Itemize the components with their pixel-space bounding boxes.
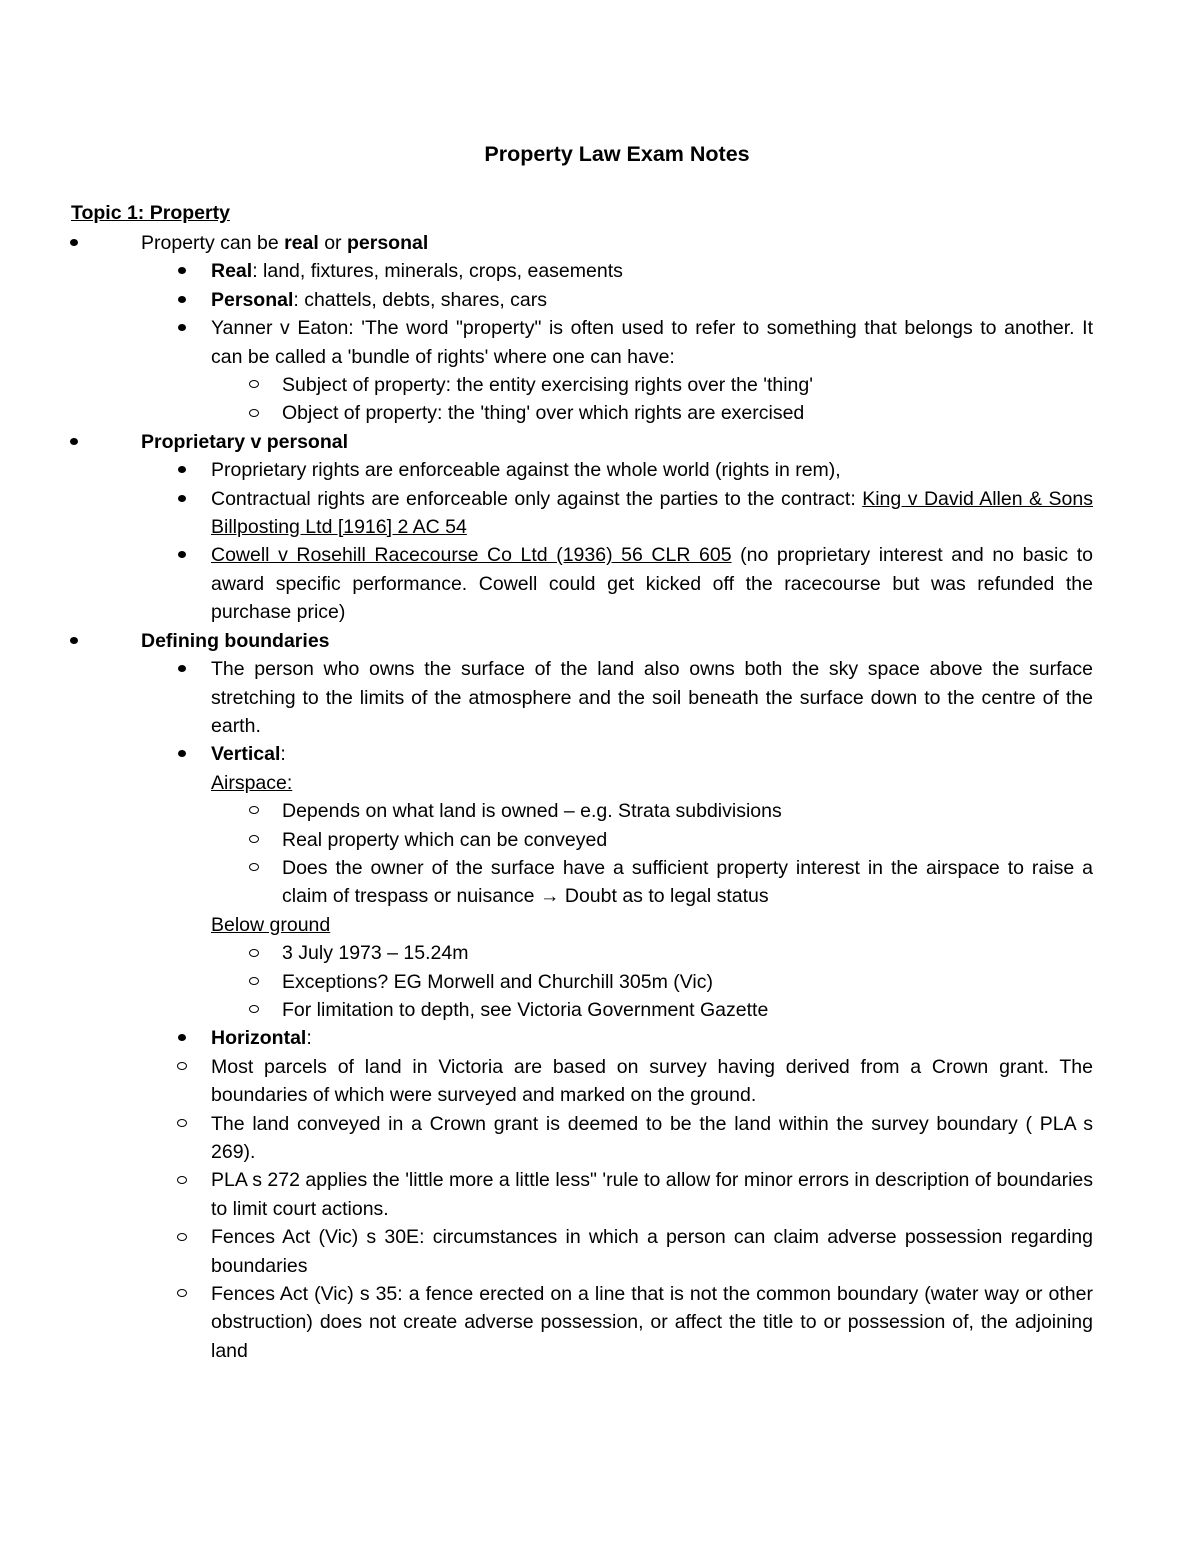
bullet-icon bbox=[172, 1024, 192, 1052]
item-text: Contractual rights are enforceable only against the parties to the contract: King v David Allen & Sons Billposting Ltd [1916] 2 AC 54 bbox=[211, 487, 1093, 539]
hollow-bullet-icon bbox=[244, 854, 264, 882]
item-text: Does the owner of the surface have a sufficient property interest in the airspace to raise a claim of trespass or nuisance → Doubt as to legal status bbox=[282, 856, 1093, 908]
list-item bbox=[0, 1223, 1200, 1280]
list-item bbox=[0, 1110, 1200, 1167]
list-item bbox=[0, 826, 1200, 854]
list-item bbox=[0, 797, 1200, 825]
bullet-icon bbox=[172, 541, 192, 569]
item-text: Yanner v Eaton: 'The word "property" is often used to refer to something that belongs to another. It can be called a 'bundle of rights' where one can have: bbox=[211, 317, 1093, 368]
hollow-bullet-icon bbox=[244, 371, 264, 399]
below-ground-subheading: Below ground bbox=[211, 913, 331, 936]
list-item bbox=[0, 428, 1200, 456]
item-text: Real property which can be conveyed bbox=[282, 828, 608, 851]
list-item bbox=[0, 371, 1200, 399]
list-item bbox=[0, 939, 1200, 967]
item-text: For limitation to depth, see Victoria Government Gazette bbox=[282, 998, 769, 1021]
item-text: Exceptions? EG Morwell and Churchill 305m (Vic) bbox=[282, 970, 713, 993]
list-item bbox=[0, 1280, 1200, 1365]
list-item bbox=[0, 399, 1200, 427]
airspace-subheading: Airspace: bbox=[211, 771, 293, 794]
list-item bbox=[0, 655, 1200, 740]
hollow-bullet-icon bbox=[172, 1166, 192, 1194]
hollow-bullet-icon bbox=[244, 826, 264, 854]
list-item bbox=[0, 854, 1200, 911]
item-text: Real: land, fixtures, minerals, crops, easements bbox=[211, 260, 623, 283]
subheading bbox=[0, 769, 1200, 797]
list-item bbox=[0, 257, 1200, 285]
bullet-icon bbox=[172, 257, 192, 285]
item-text: Most parcels of land in Victoria are based on survey having derived from a Crown grant. The boundaries of which were surveyed and marked on the ground. bbox=[211, 1055, 1093, 1107]
item-text: Proprietary v personal bbox=[141, 430, 348, 453]
item-text: Object of property: the 'thing' over which rights are exercised bbox=[282, 402, 805, 425]
list-item bbox=[0, 485, 1200, 542]
hollow-bullet-icon bbox=[244, 797, 264, 825]
bullet-icon bbox=[172, 485, 192, 513]
bullet-icon bbox=[64, 627, 84, 655]
hollow-bullet-icon bbox=[172, 1280, 192, 1308]
hollow-bullet-icon bbox=[244, 968, 264, 996]
item-text: Personal: chattels, debts, shares, cars bbox=[211, 288, 547, 311]
item-text: Proprietary rights are enforceable against the whole world (rights in rem), bbox=[211, 459, 841, 482]
page-title: Property Law Exam Notes bbox=[484, 142, 750, 166]
bullet-icon bbox=[64, 428, 84, 456]
list-item bbox=[0, 1053, 1200, 1110]
subheading bbox=[0, 911, 1200, 939]
item-text: The land conveyed in a Crown grant is deemed to be the land within the survey boundary ( PLA s 269). bbox=[211, 1112, 1093, 1163]
bullet-icon bbox=[172, 314, 192, 342]
item-text: 3 July 1973 – 15.24m bbox=[282, 942, 469, 965]
bullet-icon bbox=[172, 286, 192, 314]
item-text: Horizontal: bbox=[211, 1027, 312, 1050]
hollow-bullet-icon bbox=[172, 1053, 192, 1081]
item-text: Subject of property: the entity exercising rights over the 'thing' bbox=[282, 374, 813, 397]
notes-list bbox=[0, 229, 1200, 1365]
hollow-bullet-icon bbox=[244, 939, 264, 967]
list-item bbox=[0, 968, 1200, 996]
item-text: Vertical: bbox=[211, 743, 286, 766]
item-text: PLA s 272 applies the 'little more a little less" 'rule to allow for minor errors in description of boundaries to limit court actions. bbox=[211, 1169, 1093, 1220]
list-item bbox=[0, 314, 1200, 371]
list-item bbox=[0, 229, 1200, 257]
list-item bbox=[0, 1024, 1200, 1052]
list-item bbox=[0, 996, 1200, 1024]
item-text: Depends on what land is owned – e.g. Strata subdivisions bbox=[282, 800, 782, 823]
hollow-bullet-icon bbox=[172, 1110, 192, 1138]
item-text: Fences Act (Vic) s 35: a fence erected on a line that is not the common boundary (water way or other obstruction) does not create adverse possession, or affect the title to or possession of, the adjoining land bbox=[211, 1283, 1093, 1362]
list-item bbox=[0, 1166, 1200, 1223]
list-item bbox=[0, 740, 1200, 768]
item-text: Cowell v Rosehill Racecourse Co Ltd (1936) 56 CLR 605 (no proprietary interest and no basic to award specific performance. Cowell could get kicked off the racecourse but was refunded the purchase price) bbox=[211, 544, 1093, 624]
hollow-bullet-icon bbox=[244, 996, 264, 1024]
bullet-icon bbox=[172, 740, 192, 768]
list-item bbox=[0, 286, 1200, 314]
bullet-icon bbox=[64, 229, 84, 257]
item-text: Defining boundaries bbox=[141, 629, 330, 652]
hollow-bullet-icon bbox=[244, 399, 264, 427]
case-citation-link[interactable]: Cowell v Rosehill Racecourse Co Ltd (1936) 56 CLR 605 bbox=[211, 544, 732, 567]
list-item bbox=[0, 456, 1200, 484]
hollow-bullet-icon bbox=[172, 1223, 192, 1251]
item-text: Fences Act (Vic) s 30E: circumstances in which a person can claim adverse possession regarding boundaries bbox=[211, 1226, 1093, 1277]
list-item bbox=[0, 627, 1200, 655]
list-item bbox=[0, 541, 1200, 626]
case-citation-link[interactable]: King v David Allen & Sons Billposting Ltd [1916] 2 AC 54 bbox=[211, 487, 1093, 539]
item-text: Property can be real or personal bbox=[141, 232, 429, 254]
bullet-icon bbox=[172, 456, 192, 484]
bullet-icon bbox=[172, 655, 192, 683]
item-text: The person who owns the surface of the land also owns both the sky space above the surface stretching to the limits of the atmosphere and the soil beneath the surface down to the centre of the earth. bbox=[211, 658, 1093, 737]
topic-heading: Topic 1: Property bbox=[71, 202, 230, 224]
